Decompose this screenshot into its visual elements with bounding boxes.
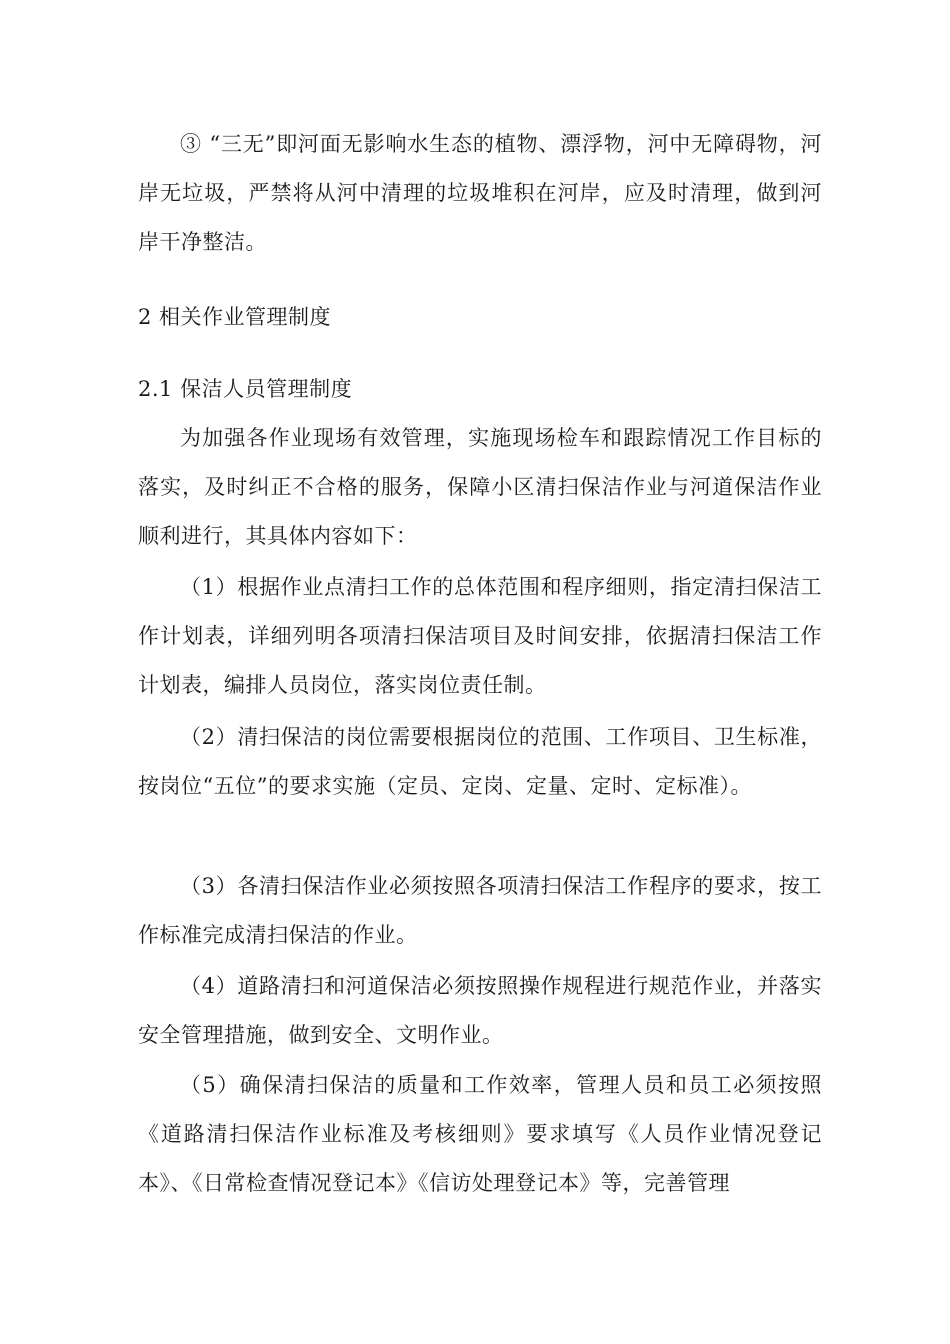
paragraph-item-5: （5）确保清扫保洁的质量和工作效率，管理人员和员工必须按照《道路清扫保洁作业标准及考核细则》要求填写《人员作业情况登记本》、《日常检查情况登记本》《信访处理登记本》等，完善管理 <box>138 1073 822 1195</box>
section-heading-2: 2 相关作业管理制度 <box>138 305 332 329</box>
paragraph-item-3: （3）各清扫保洁作业必须按照各项清扫保洁工作程序的要求，按工作标准完成清扫保洁的作业。 <box>138 874 822 947</box>
paragraph-item-2: （2）清扫保洁的岗位需要根据岗位的范围、工作项目、卫生标准，按岗位“五位”的要求实施（定员、定岗、定量、定时、定标准）。 <box>138 725 822 798</box>
paragraph-intro: 为加强各作业现场有效管理，实施现场检车和跟踪情况工作目标的落实，及时纠正不合格的服务，保障小区清扫保洁作业与河道保洁作业顺利进行，其具体内容如下： <box>138 426 822 548</box>
paragraph-three-no-rule: ③ “三无”即河面无影响水生态的植物、漂浮物，河中无障碍物，河岸无垃圾，严禁将从河中清理的垃圾堆积在河岸，应及时清理，做到河岸干净整洁。 <box>138 132 822 254</box>
paragraph-item-1: （1）根据作业点清扫工作的总体范围和程序细则，指定清扫保洁工作计划表，详细列明各项清扫保洁项目及时间安排，依据清扫保洁工作计划表，编排人员岗位，落实岗位责任制。 <box>138 575 822 697</box>
section-heading-2-1: 2.1 保洁人员管理制度 <box>138 377 353 401</box>
paragraph-item-4: （4）道路清扫和河道保洁必须按照操作规程进行规范作业，并落实安全管理措施，做到安全、文明作业。 <box>138 974 822 1047</box>
